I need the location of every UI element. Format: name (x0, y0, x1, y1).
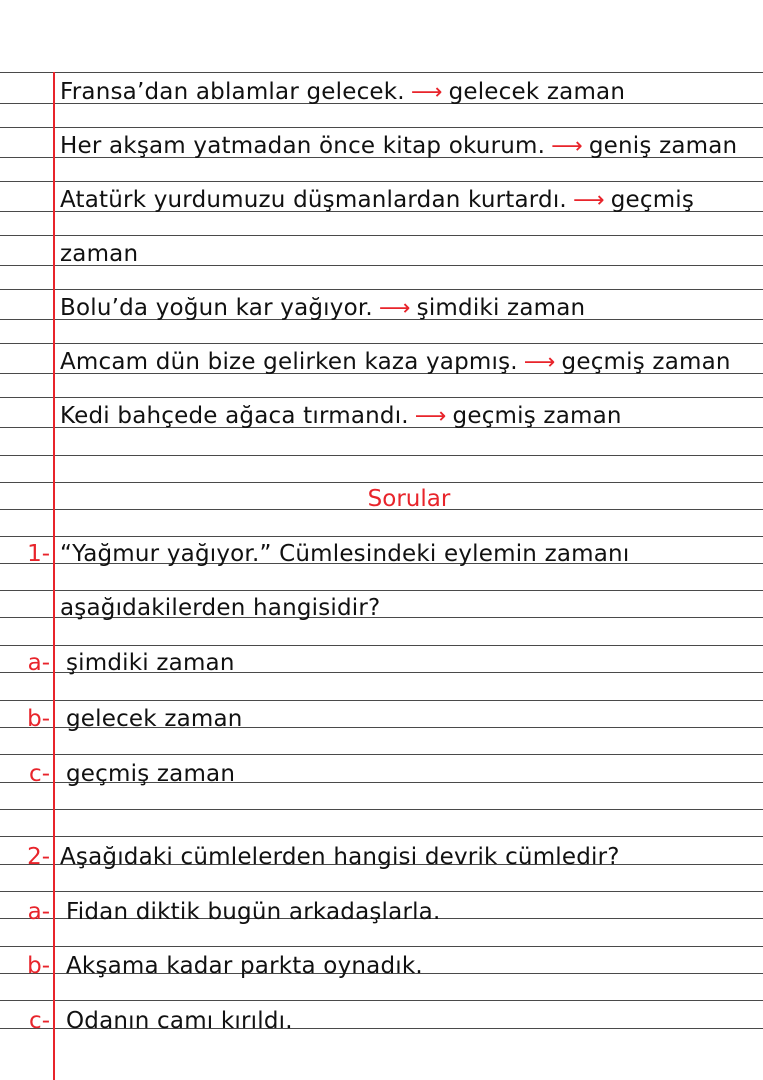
tense-answer: gelecek zaman (448, 79, 626, 105)
rule-line (0, 836, 763, 837)
arrow-icon: ⟶ (410, 80, 443, 105)
rule-line (0, 536, 763, 537)
sentence-line (60, 294, 585, 323)
tense-answer: geçmiş (610, 187, 695, 213)
sentence-line (60, 348, 731, 377)
rule-line (0, 590, 763, 591)
question-number: 2- (27, 844, 50, 870)
sentence-text: Her akşam yatmadan önce kitap okurum. (60, 133, 546, 159)
option-label: a- (27, 899, 50, 925)
rule-line (0, 700, 763, 701)
option-text: Akşama kadar parkta oynadık. (66, 953, 423, 979)
rule-line (0, 455, 763, 456)
sentence-line (60, 402, 622, 431)
option-text: şimdiki zaman (66, 650, 235, 676)
arrow-icon: ⟶ (414, 404, 447, 429)
sentence-line (60, 186, 694, 215)
question-text: Aşağıdaki cümlelerden hangisi devrik cümledir? (60, 844, 620, 870)
rule-line (0, 946, 763, 947)
option-text: Odanın camı kırıldı. (66, 1008, 293, 1034)
arrow-icon: ⟶ (572, 188, 605, 213)
option-text: gelecek zaman (66, 706, 243, 732)
margin-line (53, 72, 55, 1080)
tense-answer: geniş zaman (588, 133, 738, 159)
rule-line (0, 1000, 763, 1001)
option-label: c- (29, 761, 50, 787)
tense-answer: geçmiş zaman (561, 349, 731, 375)
sentence-line (60, 78, 625, 107)
question-text-continuation: aşağıdakilerden hangisidir? (60, 595, 381, 621)
rule-line (0, 891, 763, 892)
option-label: a- (27, 650, 50, 676)
rule-line (0, 72, 763, 73)
rule-line (0, 482, 763, 483)
question-text: “Yağmur yağıyor.” Cümlesindeki eylemin zamanı (60, 541, 630, 567)
sentence-text: Atatürk yurdumuzu düşmanlardan kurtardı. (60, 187, 567, 213)
tense-answer: şimdiki zaman (416, 295, 586, 321)
sentence-text: Amcam dün bize gelirken kaza yapmış. (60, 349, 518, 375)
rule-line (0, 754, 763, 755)
rule-line (0, 235, 763, 236)
rule-line (0, 289, 763, 290)
arrow-icon: ⟶ (551, 134, 583, 159)
rule-line (0, 645, 763, 646)
question-number: 1- (27, 541, 50, 567)
sentence-text: Bolu’da yoğun kar yağıyor. (60, 295, 373, 321)
arrow-icon: ⟶ (378, 296, 411, 321)
sentence-continuation: zaman (60, 241, 139, 267)
rule-line (0, 397, 763, 398)
option-label: b- (27, 706, 50, 732)
rule-line (0, 127, 763, 128)
rule-line (0, 343, 763, 344)
sentence-text: Kedi bahçede ağaca tırmandı. (60, 403, 409, 429)
sentence-line (60, 132, 737, 161)
option-label: b- (27, 953, 50, 979)
option-label: c- (29, 1008, 50, 1034)
option-text: geçmiş zaman (66, 761, 236, 787)
sentence-text: Fransa’dan ablamlar gelecek. (60, 79, 405, 105)
rule-line (0, 809, 763, 810)
arrow-icon: ⟶ (523, 350, 556, 375)
option-text: Fidan diktik bugün arkadaşlarla. (66, 899, 441, 925)
rule-line (0, 181, 763, 182)
section-heading: Sorular (367, 486, 451, 512)
tense-answer: geçmiş zaman (452, 403, 622, 429)
